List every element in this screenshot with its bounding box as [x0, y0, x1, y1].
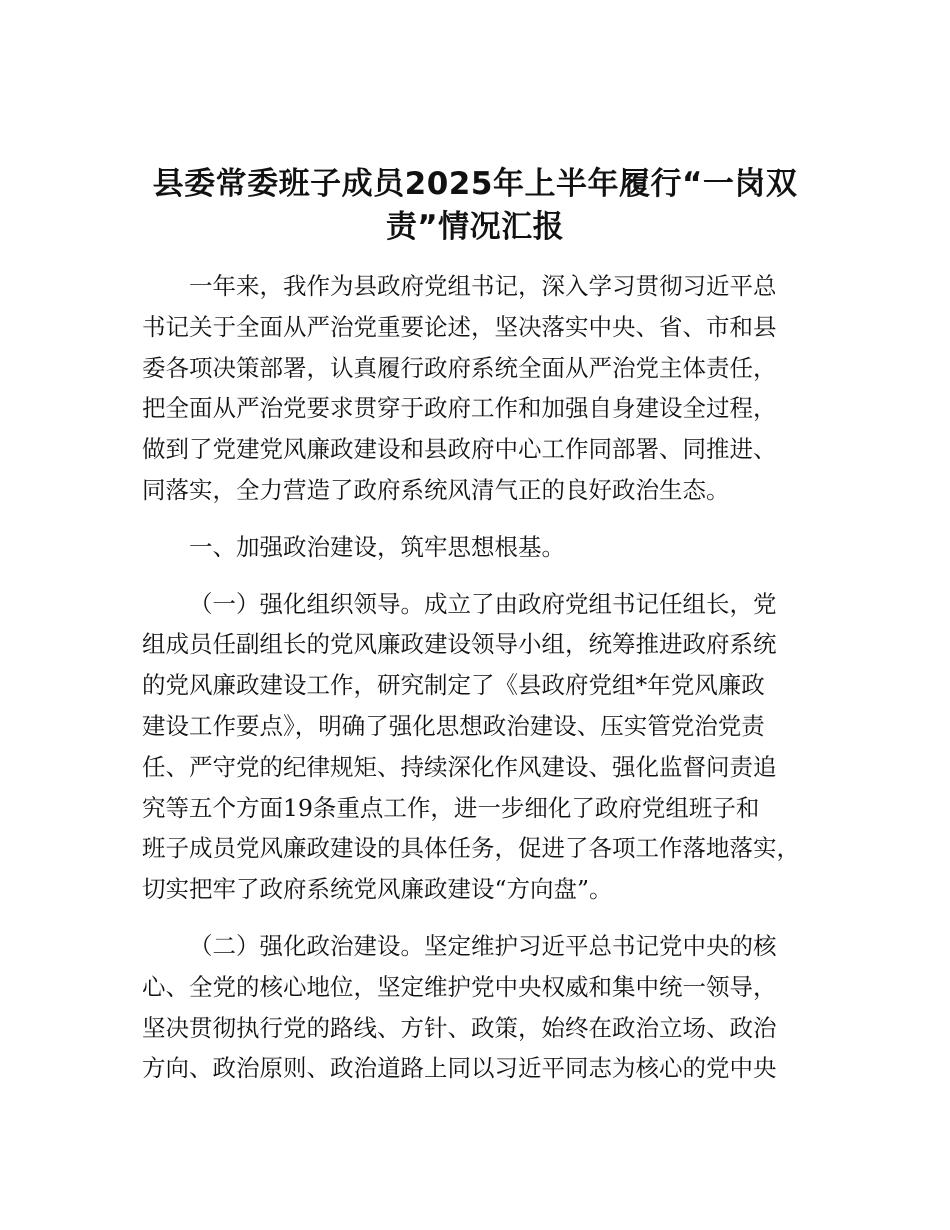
text-line: 班子成员党风廉政建设的具体任务，促进了各项工作落地落实， — [142, 834, 800, 863]
text-line: 坚决贯彻执行党的路线、方针、政策，始终在政治立场、政治 — [142, 1013, 777, 1042]
document-title — [100, 163, 850, 249]
text-line: 同落实，全力营造了政府系统风清气正的良好政治生态。 — [142, 475, 730, 504]
text-line: 的党风廉政建设工作，研究制定了《县政府党组*年党风廉政 — [142, 671, 765, 700]
text-line: 心、全党的核心地位，坚定维护党中央权威和集中统一领导， — [142, 972, 777, 1001]
text-line: （一）强化组织领导。成立了由政府党组书记任组长，党 — [189, 589, 777, 618]
intro-paragraph — [142, 266, 832, 511]
text-line: （二）强化政治建设。坚定维护习近平总书记党中央的核 — [189, 931, 777, 960]
text-line: 切实把牢了政府系统党风廉政建设“方向盘”。 — [142, 875, 613, 904]
title-line-1: 县委常委班子成员2025年上半年履行“一岗双 — [152, 166, 798, 202]
text-line: 组成员任副组长的党风廉政建设领导小组，统筹推进政府系统 — [142, 630, 777, 659]
section-heading — [142, 527, 832, 568]
text-line: 建设工作要点》，明确了强化思想政治建设、压实管党治党责 — [142, 711, 765, 740]
text-line: 一年来，我作为县政府党组书记，深入学习贯彻习近平总 — [189, 272, 777, 300]
text-line: 究等五个方面19条重点工作，进一步细化了政府党组班子和 — [142, 793, 760, 822]
text-line: 方向、政治原则、政治道路上同以习近平同志为核心的党中央 — [142, 1054, 777, 1083]
text-line: 任、严守党的纪律规矩、持续深化作风建设、强化监督问责追 — [142, 752, 777, 781]
text-line: 委各项决策部署，认真履行政府系统全面从严治党主体责任， — [142, 353, 777, 382]
text-line: 做到了党建党风廉政建设和县政府中心工作同部署、同推进、 — [142, 435, 777, 464]
subsection-paragraph-2 — [142, 926, 832, 1089]
document-body — [142, 266, 832, 1089]
title-line-2: 责”情况汇报 — [385, 209, 565, 245]
text-line: 一、加强政治建设，筑牢思想根基。 — [189, 532, 565, 561]
subsection-paragraph-1 — [142, 584, 832, 910]
text-line: 书记关于全面从严治党重要论述，坚决落实中央、省、市和县 — [142, 312, 777, 341]
text-line: 把全面从严治党要求贯穿于政府工作和加强自身建设全过程， — [142, 394, 777, 423]
